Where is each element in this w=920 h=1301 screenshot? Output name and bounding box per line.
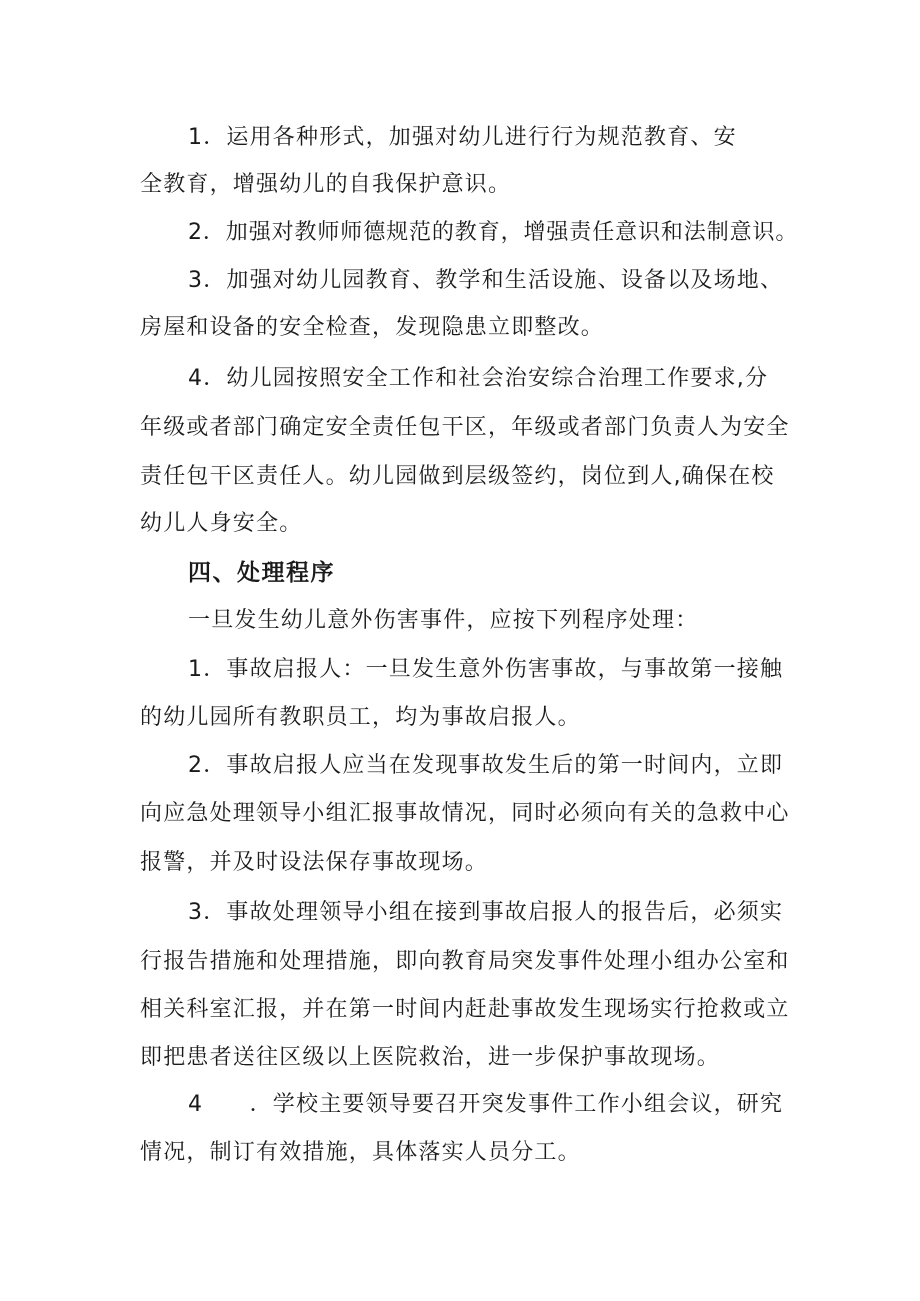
paragraph-1-line-1: 1．运用各种形式，加强对幼儿进行行为规范教育、安 xyxy=(188,125,737,150)
step-4-line-1: 4 ．学校主要领导要召开突发事件工作小组会议，研究 xyxy=(188,1092,784,1117)
paragraph-3-line-1: 3．加强对幼儿园教育、教学和生活设施、设备以及场地、 xyxy=(188,268,784,293)
paragraph-1-line-2: 全教育，增强幼儿的自我保护意识。 xyxy=(140,172,512,197)
paragraph-4-line-2: 年级或者部门确定安全责任包干区，年级或者部门负责人为安全 xyxy=(140,415,790,440)
step-3-line-2: 行报告措施和处理措施，即向教育局突发事件处理小组办公室和 xyxy=(140,949,790,974)
paragraph-2-line-1: 2．加强对教师师德规范的教育，增强责任意识和法制意识。 xyxy=(188,220,799,245)
paragraph-4-line-1: 4．幼儿园按照安全工作和社会治安综合治理工作要求,分 xyxy=(188,366,769,391)
paragraph-3-line-2: 房屋和设备的安全检查，发现隐患立即整改。 xyxy=(140,315,605,340)
step-3-line-3: 相关科室汇报，并在第一时间内赶赴事故发生现场实行抢救或立 xyxy=(140,997,790,1022)
section-heading: 四、处理程序 xyxy=(188,560,335,586)
section-intro: 一旦发生幼儿意外伤害事件，应按下列程序处理： xyxy=(188,608,699,633)
step-1-line-2: 的幼儿园所有教职员工，均为事故启报人。 xyxy=(140,705,581,730)
step-1-line-1: 1．事故启报人：一旦发生意外伤害事故，与事故第一接触 xyxy=(188,657,784,682)
paragraph-4-line-4: 幼儿人身安全。 xyxy=(140,511,303,536)
step-2-line-3: 报警，并及时设法保存事故现场。 xyxy=(140,850,489,875)
step-3-line-4: 即把患者送往区级以上医院救治，进一步保护事故现场。 xyxy=(140,1045,721,1070)
paragraph-4-line-3: 责任包干区责任人。幼儿园做到层级签约，岗位到人,确保在校 xyxy=(140,464,775,489)
step-2-line-1: 2．事故启报人应当在发现事故发生后的第一时间内，立即 xyxy=(188,753,784,778)
step-4-line-2: 情况，制订有效措施，具体落实人员分工。 xyxy=(140,1140,581,1165)
step-2-line-2: 向应急处理领导小组汇报事故情况，同时必须向有关的急救中心 xyxy=(140,801,790,826)
step-3-line-1: 3．事故处理领导小组在接到事故启报人的报告后，必须实 xyxy=(188,900,784,925)
